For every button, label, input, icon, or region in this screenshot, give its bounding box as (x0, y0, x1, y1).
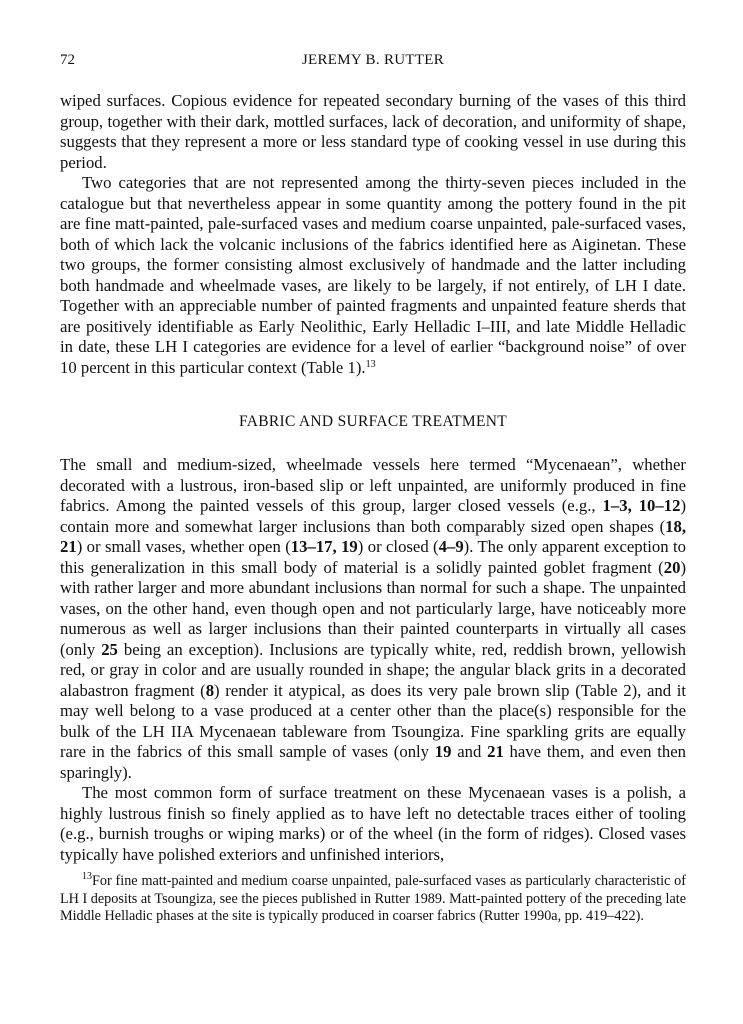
running-header (60, 52, 686, 72)
body-text (60, 91, 686, 865)
catalogue-ref: 13–17, 19 (290, 537, 358, 556)
footnote (60, 873, 686, 926)
p3-text: ) render it atypical, as does its very pale brown slip (Table 2), and it may well belong to a vase produced at a center other than the place(s) responsible for the bulk of the LH IIA Mycenaean tableware from Tsoungiza. Fine sparkling grits are equally rare in the fabrics of this small sample of vases (only (60, 680, 686, 761)
page-number: 72 (60, 52, 75, 68)
catalogue-ref: 21 (487, 742, 504, 761)
catalogue-ref: 25 (101, 639, 118, 659)
catalogue-ref: 18, 21 (60, 516, 686, 556)
p3-text: ) or closed ( (357, 537, 439, 556)
catalogue-ref: 8 (205, 680, 215, 700)
p3-text: ) with rather larger and more abundant inclusions than normal for such a shape. The unpainted vases, on the other hand, even though open and not particularly large, have noticeably more numerous as well as larger inclusions than their painted counterparts in virtually all cases (only (60, 557, 686, 659)
p3-text: ) contain more and somewhat larger inclusions than both comparably sized open shapes ( (60, 496, 686, 536)
catalogue-ref: 19 (434, 742, 452, 761)
paragraph-4: The most common form of surface treatment on these Mycenaean vases is a polish, a highly lustrous finish so finely applied as to have left no detectable traces either of tooling (e.g., burnish troughs or wiping marks) or of the wheel (in the form of ridges). Closed vases typically have polished exteriors and unfinished interiors, (60, 783, 686, 864)
paragraph-1: wiped surfaces. Copious evidence for repeated secondary burning of the vases of this third group, together with their dark, mottled surfaces, lack of decoration, and uniformity of shape, suggests that they represent a more or less standard type of cooking vessel in use during this period. (60, 91, 686, 172)
section-heading: FABRIC AND SURFACE TREATMENT (238, 413, 508, 430)
footnote-number: 13 (82, 871, 92, 882)
footnote-reference[interactable]: 13 (365, 358, 376, 370)
p3-text: ). The only apparent exception to this generalization in this small body of material is a solidly painted goblet fragment ( (60, 537, 686, 577)
p3-text: The small and medium-sized, wheelmade vessels here termed “Mycenaean”, whether decorated with a lustrous, iron-based slip or left unpainted, are uniformly produced in fine fabrics. Among the painted vessels of this group, larger closed vessels (e.g., (60, 455, 686, 515)
catalogue-ref: 4–9 (438, 537, 464, 556)
catalogue-ref: 20 (663, 557, 681, 577)
catalogue-ref: 1–3, 10–12 (602, 496, 681, 515)
running-head-author: JEREMY B. RUTTER (301, 52, 445, 68)
p3-text: and (451, 742, 488, 761)
paragraph-3 (60, 455, 686, 783)
p3-text: have them, and even then sparingly). (60, 742, 686, 782)
paragraph-2 (60, 173, 686, 378)
page (60, 52, 686, 926)
p3-text: being an exception). Inclusions are typically white, red, reddish brown, yellowish red, or gray in color and are usually rounded in shape; the angular black grits in a decorated alabastron fragment ( (60, 639, 686, 700)
p3-text: ) or small vases, whether open ( (76, 537, 291, 556)
paragraph-2-text: Two categories that are not represented among the thirty-seven pieces included in the catalogue but that nevertheless appear in some quantity among the pottery found in the pit are fine matt-painted, pale-surfaced vases and medium coarse unpainted, pale-surfaced vases, both of which lack the volcanic inclusions of the fabrics identified here as Aiginetan. These two groups, the former consisting almost exclusively of handmade and the latter including both handmade and wheelmade vases, are likely to be largely, if not entirely, of LH I date. Together with an appreciable number of painted fragments and unpainted feature sherds that are positively identifiable as Early Neolithic, Early Helladic I–III, and late Middle Helladic in date, these LH I categories are evidence for a level of earlier “background noise” of over 10 percent in this particular context (Table 1). (60, 173, 686, 377)
footnote-text: For fine matt-painted and medium coarse unpainted, pale-surfaced vases as particularly characteristic of LH I deposits at Tsoungiza, see the pieces published in Rutter 1989. Matt-painted pottery of the preceding late Middle Helladic phases at the site is typically produced in coarser fabrics (Rutter 1990a, pp. 419–422). (60, 873, 686, 924)
